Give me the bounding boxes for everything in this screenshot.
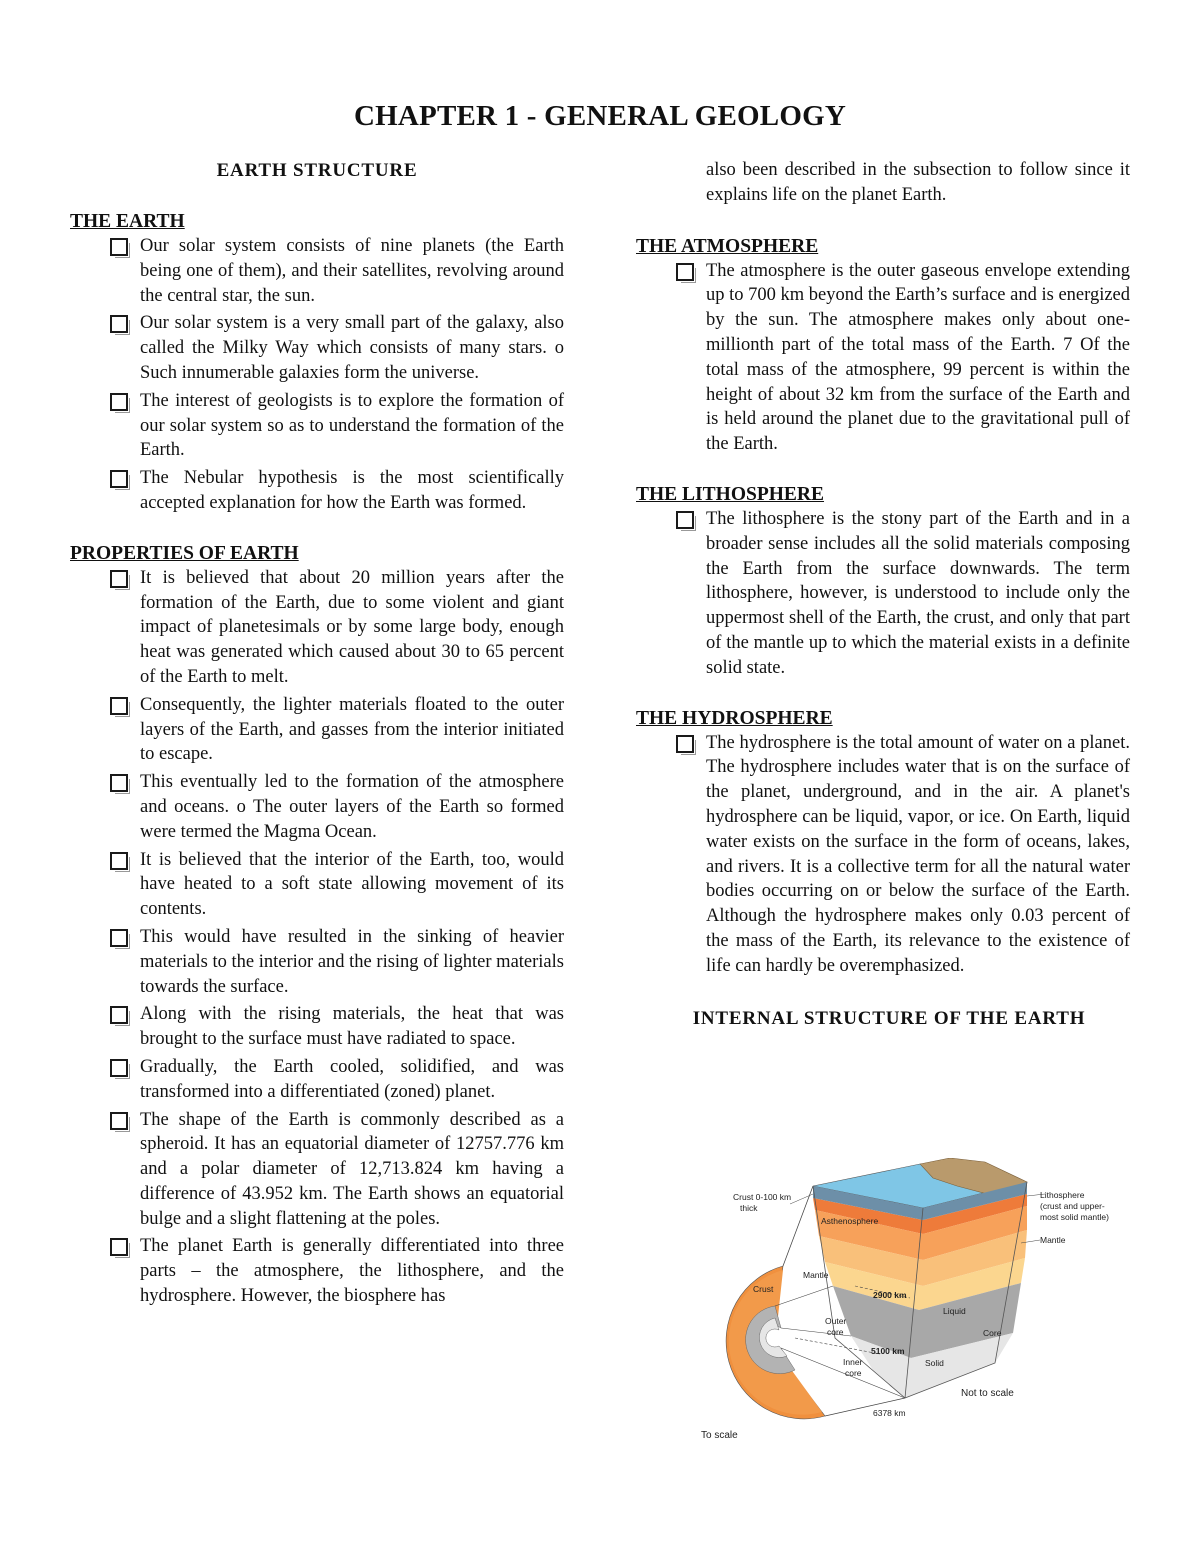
label-crust-left: Crust bbox=[753, 1284, 774, 1294]
lithosphere-list bbox=[636, 507, 1130, 681]
label-mantle-inner: Mantle bbox=[803, 1270, 829, 1280]
label-lithosphere-2: (crust and upper- bbox=[1040, 1201, 1105, 1211]
label-mantle-right: Mantle bbox=[1040, 1235, 1066, 1245]
label-solid: Solid bbox=[925, 1358, 944, 1368]
section-title-hydrosphere: THE HYDROSPHERE bbox=[636, 707, 833, 729]
checkbox-icon bbox=[110, 697, 128, 715]
label-lithosphere-1: Lithosphere bbox=[1040, 1190, 1085, 1200]
properties-list bbox=[70, 566, 564, 1309]
section-title-the-earth: THE EARTH bbox=[70, 211, 185, 232]
list-item: This eventually led to the formation of the atmosphere and oceans. o The outer layers of the Earth so formed were termed the Magma Ocean. bbox=[70, 770, 564, 844]
section-title-lithosphere: THE LITHOSPHERE bbox=[636, 483, 825, 505]
checkbox-icon bbox=[110, 570, 128, 588]
label-to-scale: To scale bbox=[701, 1430, 738, 1441]
list-item: Our solar system is a very small part of the galaxy, also called the Milky Way which consists of many stars. o Such innumerable galaxies form the universe. bbox=[70, 311, 564, 385]
checkbox-icon bbox=[110, 1238, 128, 1256]
list-item: It is believed that about 20 million years after the formation of the Earth, due to some violent and giant impact of planetesimals or by some large body, enough heat was generated which caused about 30 to 65 percent of the Earth to melt. bbox=[70, 566, 564, 690]
list-item: The planet Earth is generally differentiated into three parts – the atmosphere, the lithosphere, and the hydrosphere. However, the biosphere has bbox=[70, 1234, 564, 1308]
checkbox-icon bbox=[110, 315, 128, 333]
label-crust-thick: Crust 0-100 km bbox=[733, 1192, 792, 1202]
section-title-properties-of-earth: PROPERTIES OF EARTH bbox=[70, 542, 299, 564]
checkbox-icon bbox=[676, 511, 694, 529]
list-item: This would have resulted in the sinking of heavier materials to the interior and the rising of lighter materials towards the surface. bbox=[70, 925, 564, 999]
checkbox-icon bbox=[110, 1006, 128, 1024]
label-2900: 2900 km bbox=[873, 1290, 907, 1300]
label-inner-core-2: core bbox=[845, 1368, 862, 1378]
figure-heading: INTERNAL STRUCTURE OF THE EARTH bbox=[692, 1007, 1086, 1029]
label-crust-thick2: thick bbox=[740, 1203, 758, 1213]
label-outer-core-1: Outer bbox=[825, 1316, 847, 1326]
section-title-atmosphere: THE ATMOSPHERE bbox=[636, 235, 819, 257]
checkbox-icon bbox=[110, 774, 128, 792]
label-liquid: Liquid bbox=[943, 1306, 966, 1316]
checkbox-icon bbox=[110, 1059, 128, 1077]
earth-structure-heading: EARTH STRUCTURE bbox=[216, 160, 418, 181]
checkbox-icon bbox=[110, 929, 128, 947]
list-item: Gradually, the Earth cooled, solidified, and was transformed into a differentiated (zoned) planet. bbox=[70, 1055, 564, 1105]
list-item: The hydrosphere is the total amount of water on a planet. The hydrosphere includes water that is on the surface of the planet, underground, and in the air. A planet's hydrosphere can be liquid, vapor, or ice. On Earth, liquid water exists on the surface in the form of oceans, lakes, and rivers. It is a collective term for all the natural water bodies occurring on or below the surface of the Earth. Although the hydrosphere makes only 0.03 percent of the mass of the Earth, its relevance to the existence of life can hardly be overemphasized. bbox=[636, 731, 1130, 979]
label-5100: 5100 km bbox=[871, 1346, 905, 1356]
label-inner-core-1: Inner bbox=[843, 1357, 863, 1367]
list-item: Our solar system consists of nine planets (the Earth being one of them), and their satellites, revolving around the central star, the sun. bbox=[70, 234, 564, 308]
label-lithosphere-3: most solid mantle) bbox=[1040, 1212, 1109, 1222]
continued-paragraph: also been described in the subsection to follow since it explains life on the planet Earth. bbox=[706, 160, 1130, 205]
checkbox-icon bbox=[676, 735, 694, 753]
page-title: CHAPTER 1 - GENERAL GEOLOGY bbox=[353, 100, 846, 132]
checkbox-icon bbox=[110, 393, 128, 411]
list-item: Along with the rising materials, the heat that was brought to the surface must have radiated to space. bbox=[70, 1002, 564, 1052]
label-outer-core-2: core bbox=[827, 1327, 844, 1337]
right-column bbox=[636, 158, 1130, 1031]
label-core: Core bbox=[983, 1328, 1002, 1338]
label-6378: 6378 km bbox=[873, 1408, 906, 1418]
atmosphere-list bbox=[636, 259, 1130, 457]
label-asthenosphere: Asthenosphere bbox=[821, 1216, 879, 1226]
list-item: The interest of geologists is to explore the formation of our solar system so as to understand the formation of the Earth. bbox=[70, 389, 564, 463]
list-item: The atmosphere is the outer gaseous envelope extending up to 700 km beyond the Earth’s surface and is energized by the sun. The atmosphere makes only about one-millionth part of the total mass of the Earth. 7 Of the total mass of the atmosphere, 99 percent is within the height of about 32 km from the surface of the Earth and is held around the planet due to the gravitational pull of the Earth. bbox=[636, 259, 1130, 457]
checkbox-icon bbox=[110, 852, 128, 870]
checkbox-icon bbox=[110, 470, 128, 488]
checkbox-icon bbox=[110, 238, 128, 256]
checkbox-icon bbox=[110, 1112, 128, 1130]
list-item: It is believed that the interior of the Earth, too, would have heated to a soft state allowing movement of its contents. bbox=[70, 848, 564, 922]
earth-structure-figure bbox=[695, 1158, 1125, 1448]
list-item: The shape of the Earth is commonly described as a spheroid. It has an equatorial diameter of 12757.776 km and a polar diameter of 12,713.824 km having a difference of 43.952 km. The Earth shows an equatorial bulge and a slight flattening at the poles. bbox=[70, 1108, 564, 1232]
hydrosphere-list bbox=[636, 731, 1130, 979]
list-item: The lithosphere is the stony part of the Earth and in a broader sense includes all the solid materials composing the Earth from the surface downwards. The term lithosphere, however, is understood to include only the uppermost shell of the Earth, the crust, and only that part of the mantle up to which the material exists in a definite solid state. bbox=[636, 507, 1130, 681]
checkbox-icon bbox=[676, 263, 694, 281]
the-earth-list bbox=[70, 234, 564, 516]
to-scale-mantle bbox=[729, 1270, 822, 1415]
label-not-to-scale: Not to scale bbox=[961, 1388, 1014, 1399]
list-item: The Nebular hypothesis is the most scientifically accepted explanation for how the Earth was formed. bbox=[70, 466, 564, 516]
earth-structure-diagram bbox=[695, 1158, 1125, 1448]
list-item: Consequently, the lighter materials floated to the outer layers of the Earth, and gasses from the interior initiated to escape. bbox=[70, 693, 564, 767]
left-column bbox=[70, 158, 564, 1312]
